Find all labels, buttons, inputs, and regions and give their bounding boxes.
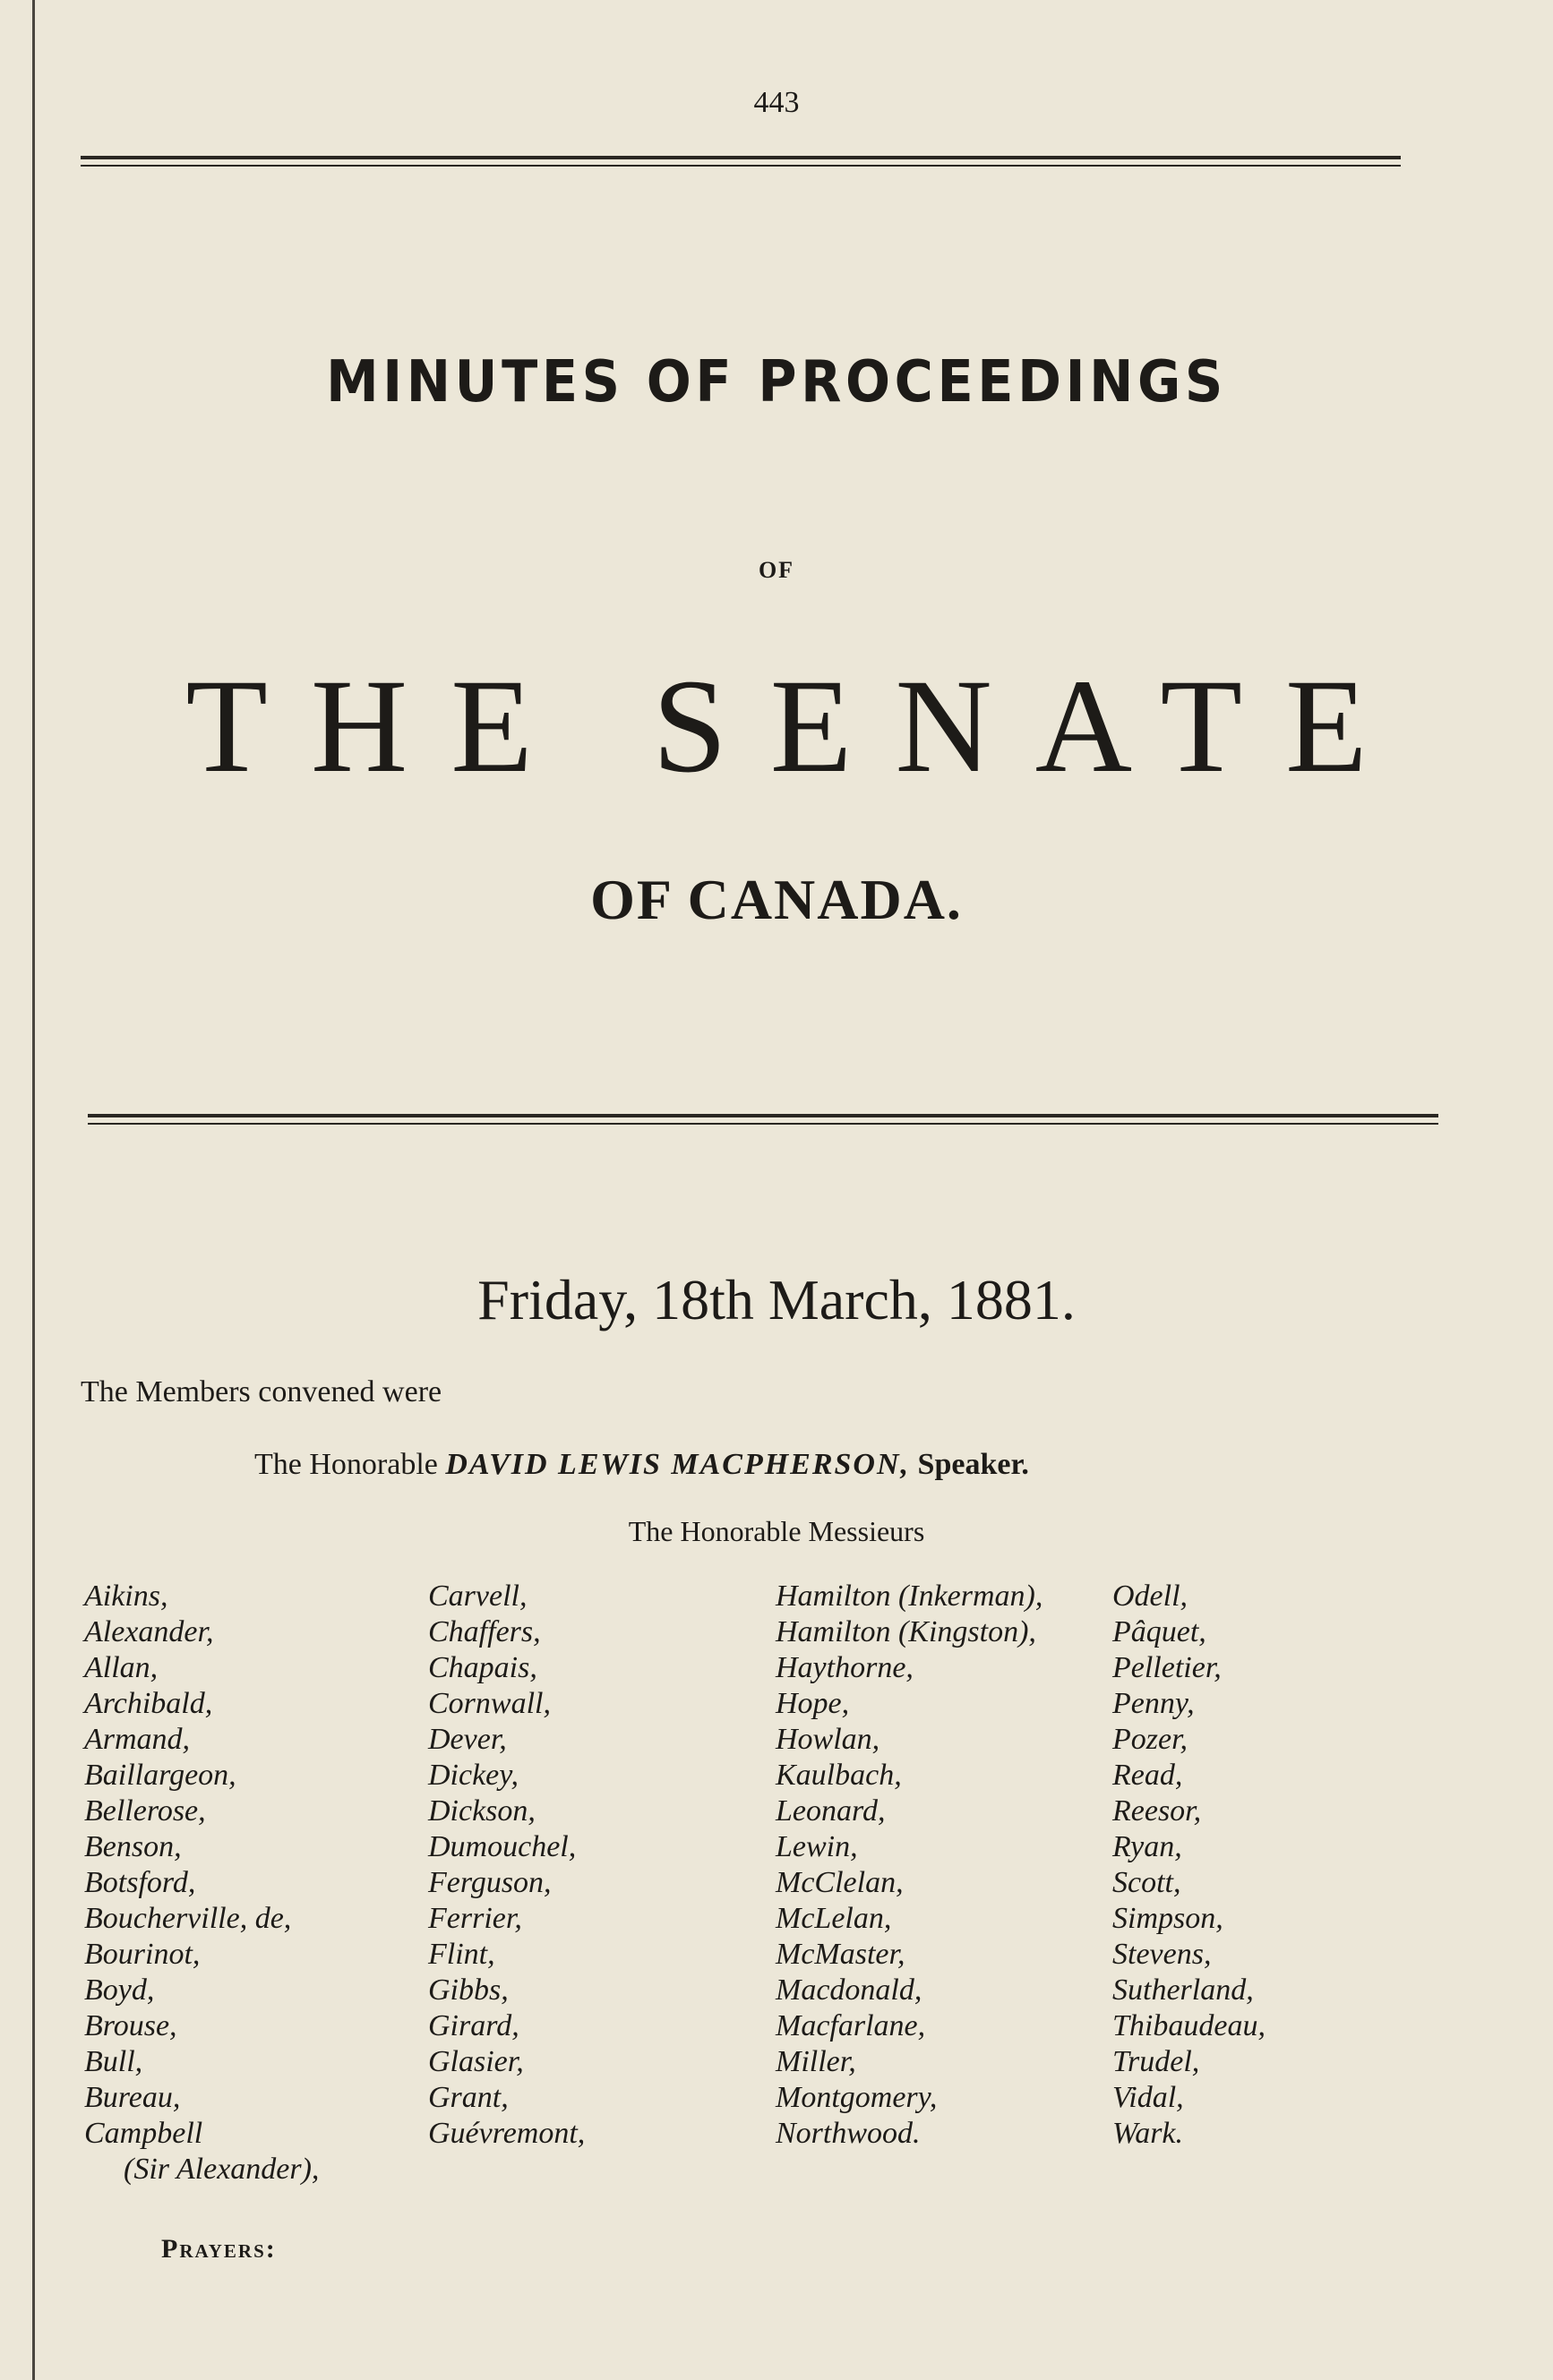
member-name: Leonard, <box>776 1794 886 1828</box>
member-name: Haythorne, <box>776 1651 914 1684</box>
member-name: McMaster, <box>776 1938 905 1971</box>
convened-text: The Members convened were <box>81 1375 442 1408</box>
member-name: Gibbs, <box>428 1973 509 2007</box>
member-name: Hope, <box>776 1687 850 1720</box>
member-name: Dickey, <box>428 1759 519 1792</box>
member-name: Ryan, <box>1112 1830 1182 1863</box>
member-name: Kaulbach, <box>776 1759 902 1792</box>
member-name: Baillargeon, <box>84 1759 236 1792</box>
member-name: Penny, <box>1112 1687 1195 1720</box>
member-name: (Sir Alexander), <box>124 2153 320 2186</box>
member-name: Chapais, <box>428 1651 537 1684</box>
member-name: Pâquet, <box>1112 1615 1206 1648</box>
members-column-1 <box>84 1579 319 2187</box>
member-name: Dumouchel, <box>428 1830 577 1863</box>
member-name: Wark. <box>1112 2117 1184 2150</box>
member-name: Cornwall, <box>428 1687 551 1720</box>
member-name: Read, <box>1112 1759 1183 1792</box>
member-name: Howlan, <box>776 1723 880 1756</box>
members-column-3 <box>776 1579 1042 2152</box>
speaker-name: DAVID LEWIS MACPHERSON, <box>445 1448 911 1481</box>
member-name: Pozer, <box>1112 1723 1188 1756</box>
member-name: Aikins, <box>84 1580 168 1613</box>
messieurs-heading: The Honorable Messieurs <box>628 1515 925 1547</box>
member-name: Girard, <box>428 2009 519 2042</box>
top-double-rule <box>81 156 1401 167</box>
member-name: Ferrier, <box>428 1902 522 1935</box>
members-column-2 <box>428 1579 585 2152</box>
member-name: Allan, <box>84 1651 159 1684</box>
member-name: Pelletier, <box>1112 1651 1222 1684</box>
member-name: Scott, <box>1112 1866 1181 1899</box>
senate-title: THE SENATE <box>185 652 1411 800</box>
speaker-prefix: The Honorable <box>254 1448 438 1481</box>
member-name: Thibaudeau, <box>1112 2009 1266 2042</box>
member-name: McClelan, <box>776 1866 904 1899</box>
member-name: Hamilton (Kingston), <box>776 1615 1036 1648</box>
sitting-date: Friday, 18th March, 1881. <box>477 1268 1076 1331</box>
member-name: Vidal, <box>1112 2081 1184 2114</box>
member-name: Chaffers, <box>428 1615 541 1648</box>
member-name: Brouse, <box>84 2009 177 2042</box>
member-name: Macdonald, <box>776 1973 922 2007</box>
member-name: Reesor, <box>1112 1794 1202 1828</box>
member-name: Bureau, <box>84 2081 181 2114</box>
member-name: Benson, <box>84 1830 182 1863</box>
member-name: Botsford, <box>84 1866 196 1899</box>
members-column-4 <box>1112 1579 1266 2152</box>
member-name: Ferguson, <box>428 1866 552 1899</box>
member-name: Bourinot, <box>84 1938 201 1971</box>
member-name: Bull, <box>84 2045 143 2078</box>
member-name: Bellerose, <box>84 1794 206 1828</box>
member-name: Odell, <box>1112 1580 1188 1613</box>
member-name: McLelan, <box>776 1902 892 1935</box>
member-name: Dickson, <box>428 1794 536 1828</box>
member-name: Hamilton (Inkerman), <box>776 1580 1043 1613</box>
member-name: Boucherville, de, <box>84 1902 292 1935</box>
member-name: Dever, <box>428 1723 507 1756</box>
speaker-title: Speaker. <box>917 1448 1029 1481</box>
member-name: Armand, <box>84 1723 191 1756</box>
binding-rule <box>32 0 35 2380</box>
member-name: Stevens, <box>1112 1938 1212 1971</box>
member-name: Grant, <box>428 2081 509 2114</box>
member-name: Carvell, <box>428 1580 528 1613</box>
page-number: 443 <box>753 86 800 119</box>
minutes-title: MINUTES OF PROCEEDINGS <box>326 349 1227 415</box>
member-name: Archibald, <box>84 1687 213 1720</box>
member-name: Flint, <box>428 1938 495 1971</box>
member-name: Glasier, <box>428 2045 524 2078</box>
canada-title: OF CANADA. <box>590 868 963 931</box>
speaker-line <box>254 1448 1029 1482</box>
member-name: Guévremont, <box>428 2117 586 2150</box>
member-name: Simpson, <box>1112 1902 1223 1935</box>
member-name: Campbell <box>84 2117 203 2150</box>
member-name: Miller, <box>776 2045 856 2078</box>
title-of: OF <box>758 557 795 583</box>
member-name: Alexander, <box>84 1615 214 1648</box>
prayers-heading: Prayers: <box>161 2234 277 2264</box>
member-name: Lewin, <box>776 1830 858 1863</box>
member-name: Northwood. <box>776 2117 921 2150</box>
member-name: Boyd, <box>84 1973 155 2007</box>
member-name: Macfarlane, <box>776 2009 926 2042</box>
middle-double-rule <box>88 1114 1438 1125</box>
member-name: Trudel, <box>1112 2045 1200 2078</box>
member-name: Sutherland, <box>1112 1973 1254 2007</box>
member-name: Montgomery, <box>776 2081 938 2114</box>
